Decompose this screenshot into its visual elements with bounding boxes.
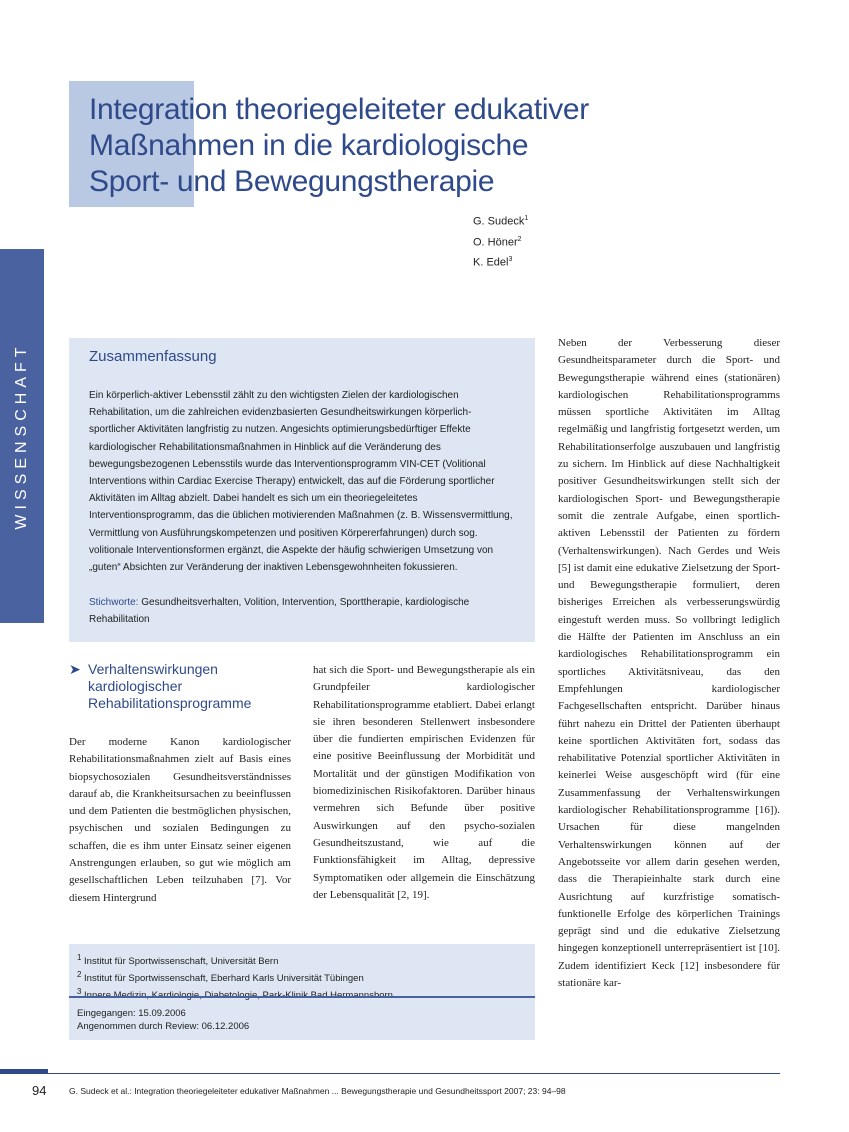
sidebar-section-tab — [0, 249, 44, 623]
abstract-box — [69, 338, 535, 642]
body-column-1: Der moderne Kanon kardiologischer Rehabilitationsmaßnahmen zielt auf Basis eines biopsychosozialen Gesundheitsverständnisses darauf ab, die Krankheitsursachen zu beeinflussen und dem Patienten die bestmöglichen physischen, psychischen und sozialen Bedingungen zu schaffen, die es ihm unter Einsatz seiner eigenen Anstrengungen erlauben, so gut wie möglich am gesellschaftlichen Leben teilzuhaben [7]. Vor diesem Hintergrund — [69, 736, 291, 904]
keywords — [89, 594, 517, 628]
footer-accent-bar — [0, 1069, 48, 1074]
body-column-2: hat sich die Sport- und Bewegungstherapie als ein Grundpfeiler kardiologischer Rehabilitationsprogramme etabliert. Dabei erlangt sie ihren besonderen Stellenwert insbesondere über die fundierten empirischen Evidenzen für eine positive Beeinflussung der Morbidität und Mortalität und der günstigen Modifikation von biomedizinischen Risikofaktoren. Darüber hinaus vermehren sich Befunde über positive Auswirkungen auf den psycho-sozialen Gesundheitszustand, wie auf die Funktionsfähigkeit im Alltag, depressive Symptomatiken oder allgemein die Einschätzung der Lebensqualität [2, 19]. — [313, 664, 535, 901]
author-name: O. Höner — [473, 236, 518, 249]
affiliation-mark: 3 — [77, 987, 82, 997]
sidebar-section-label: WISSENSCHAFT — [13, 342, 30, 530]
abstract-body: Ein körperlich-aktiver Lebensstil zählt zu den wichtigsten Zielen der kardiologischen Rehabilitation, um die zahlreichen evidenzbasierten Gesundheitswirkungen körperlich-sportlicher Aktivitäten langfristig zu nutzen. Angesichts optimierungsbedürftiger Effekte kardiologischer Rehabilitationsmaßnahmen in Hinblick auf die Veränderung des bewegungsbezogenen Lebensstils wurde das Interventionsprogramm VIN-CET (Volitional Interventions within Cardiac Exercise Therapy) entwickelt, das auf die Förderung sportlicher Aktivitäten im Alltag abzielt. Dabei handelt es sich um ein theoriegeleitetes Interventionsprogramm, das die üblichen motivierenden Maßnahmen (z. B. Wissensvermittlung, Vermittlung von Ausführungskompetenzen und positiven Körpererfahrungen) durch sog. volitionale Interventionsformen ergänzt, die Aspekte der häufig schwierigen Umsetzung von „guten“ Absichten zur Veränderung der inaktiven Lebensgewohnheiten fokussieren. — [89, 390, 513, 574]
affiliation-text: Institut für Sportwissenschaft, Eberhard Karls Universität Tübingen — [84, 973, 364, 985]
author-affiliation-mark: 3 — [508, 256, 513, 264]
affiliation-mark: 1 — [77, 953, 82, 962]
keywords-text: Gesundheitsverhalten, Volition, Intervention, Sporttherapie, kardiologische Rehabilitation — [89, 597, 470, 625]
affiliation-box — [69, 944, 535, 1040]
author — [473, 251, 528, 272]
affiliation-item — [77, 968, 393, 985]
author — [473, 210, 528, 231]
running-footer: G. Sudeck et al.: Integration theoriegeleiteter edukativer Maßnahmen ... Bewegungstherapie und Gesundheitssport 2007; 23: 94–98 — [69, 1086, 566, 1096]
author-affiliation-mark: 1 — [524, 215, 529, 222]
author-name: K. Edel — [473, 256, 509, 269]
author-list — [473, 210, 528, 272]
abstract-heading: Zusammenfassung — [89, 348, 217, 365]
affiliation-text: Institut für Sportwissenschaft, Universität Bern — [84, 956, 279, 968]
footer-rule — [48, 1073, 780, 1074]
accepted-date: Angenommen durch Review: 06.12.2006 — [77, 1021, 250, 1032]
submission-dates — [77, 1007, 249, 1033]
title-line: Sport- und Bewegungstherapie — [89, 165, 495, 198]
affiliation-divider — [69, 996, 535, 998]
received-date: Eingegangen: 15.09.2006 — [77, 1008, 186, 1019]
article-title — [89, 92, 709, 200]
arrow-bullet-icon: ➤ — [69, 661, 81, 677]
body-column-3: Neben der Verbesserung dieser Gesundheitsparameter durch die Sport- und Bewegungstherapie während eines (stationären) kardiologischen Rehabilitationsprogramms müssen sportliche Aktivitäten im Alltag regelmäßig und langfristig fortgesetzt werden, um Rehabilitationserfolge auszubauen und langfristig zu sichern. Im Hinblick auf diese Nachhaltigkeit positiver Gesundheitswirkungen stellt sich der kardiologischen Sport- und Bewegungstherapie somit die zentrale Aufgabe, einen sportlich-aktiven Lebensstil der Patienten zu fördern (Verhaltenswirkungen). Nach Gerdes und Weis [5] ist damit eine edukative Zielsetzung der Sport- und Bewegungstherapie formuliert, deren bisheriges Erreichen als verbesserungswürdig eingestuft werden muss. So vollbringt lediglich die Hälfte der Patienten im Anschluss an ein kardiologisches Rehabilitationsprogramm ein sportliches Aktivitätsniveau, das den Empfehlungen kardiologischer Fachgesellschaften entspricht. Darüber hinaus führt nahezu ein Drittel der Patienten überhaupt keine sportlichen Aktivitäten fort, sodass das rehabilitative Potenzial sportlicher Aktivitäten in keinerlei Weise ausgeschöpft wird (für eine Zusammenfassung der Verhaltenswirkungen kardiologischer Rehabilitationsprogramme [16]). Ursachen für diese mangelnden Verhaltenswirkungen können auf der Angebotsseite vor allem darin gesehen werden, dass die Therapieinhalte stark durch eine Ausrichtung auf kurzfristige somatisch-funktionelle Erfolge des körperlichen Trainings geprägt sind und die edukative Zielsetzung hingegen konzeptionell unterrepräsentiert ist [10]. Zudem identifiziert Keck [12] insbesondere für stationäre kar- — [558, 337, 780, 989]
author-affiliation-mark: 2 — [517, 235, 522, 243]
affiliation-list — [77, 951, 393, 1002]
section-heading-text: Verhaltenswirkungen kardiologischer Rehabilitationsprogramme — [88, 661, 252, 711]
affiliation-mark: 2 — [77, 970, 82, 980]
keywords-label: Stichworte: — [89, 597, 139, 608]
author-name: G. Sudeck — [473, 215, 525, 228]
page-number: 94 — [32, 1083, 47, 1098]
title-line: Maßnahmen in die kardiologische — [89, 129, 529, 162]
title-line: Integration theoriegeleiteter edukativer — [89, 93, 589, 126]
author — [473, 231, 528, 252]
affiliation-item — [77, 951, 393, 968]
affiliation-item — [77, 985, 393, 1002]
